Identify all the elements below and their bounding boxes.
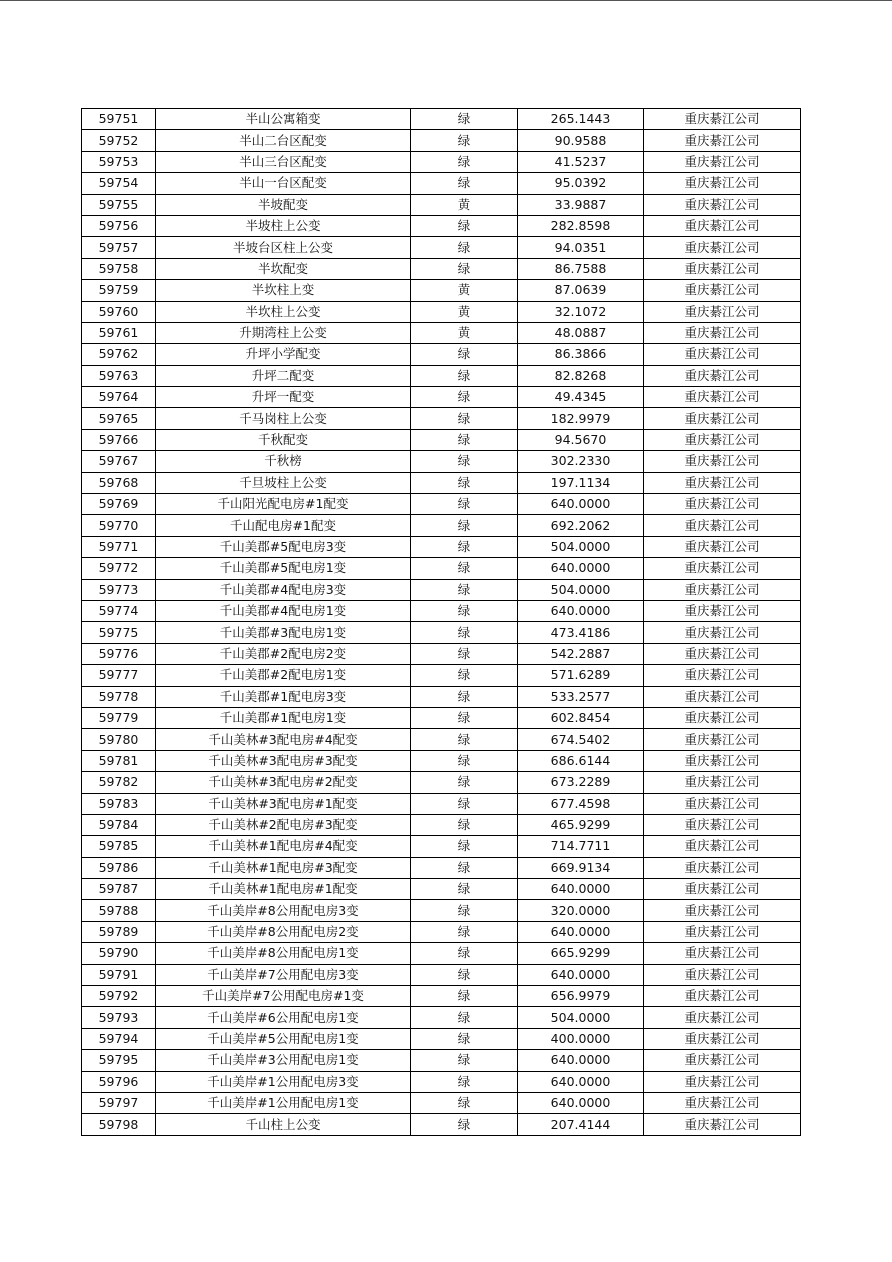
company-cell: 重庆綦江公司 <box>644 857 801 878</box>
status-color-cell: 绿 <box>411 686 518 707</box>
value-cell: 400.0000 <box>518 1028 644 1049</box>
row-id-cell: 59754 <box>82 173 156 194</box>
transformer-name-cell: 半坡配变 <box>156 194 411 215</box>
table-row <box>82 986 801 1007</box>
page-top-border <box>0 0 892 1</box>
value-cell: 32.1072 <box>518 301 644 322</box>
status-color-cell: 绿 <box>411 750 518 771</box>
transformer-name-cell: 升坪一配变 <box>156 387 411 408</box>
company-cell: 重庆綦江公司 <box>644 622 801 643</box>
company-cell: 重庆綦江公司 <box>644 280 801 301</box>
value-cell: 640.0000 <box>518 964 644 985</box>
status-color-cell: 绿 <box>411 408 518 429</box>
transformer-name-cell: 半坎柱上变 <box>156 280 411 301</box>
company-cell: 重庆綦江公司 <box>644 387 801 408</box>
status-color-cell: 黄 <box>411 301 518 322</box>
table-row <box>82 558 801 579</box>
status-color-cell: 绿 <box>411 793 518 814</box>
status-color-cell: 绿 <box>411 665 518 686</box>
row-id-cell: 59756 <box>82 215 156 236</box>
table-row <box>82 622 801 643</box>
row-id-cell: 59780 <box>82 729 156 750</box>
value-cell: 714.7711 <box>518 836 644 857</box>
transformer-name-cell: 千山美林#3配电房#3配变 <box>156 750 411 771</box>
company-cell: 重庆綦江公司 <box>644 173 801 194</box>
table-row <box>82 280 801 301</box>
transformer-name-cell: 千山美郡#1配电房1变 <box>156 707 411 728</box>
table-row <box>82 151 801 172</box>
row-id-cell: 59777 <box>82 665 156 686</box>
transformer-name-cell: 千马岗柱上公变 <box>156 408 411 429</box>
value-cell: 182.9979 <box>518 408 644 429</box>
transformer-name-cell: 千山美林#3配电房#1配变 <box>156 793 411 814</box>
table-row <box>82 1114 801 1135</box>
value-cell: 207.4144 <box>518 1114 644 1135</box>
row-id-cell: 59758 <box>82 258 156 279</box>
row-id-cell: 59797 <box>82 1092 156 1113</box>
table-row <box>82 322 801 343</box>
company-cell: 重庆綦江公司 <box>644 344 801 365</box>
value-cell: 665.9299 <box>518 943 644 964</box>
status-color-cell: 绿 <box>411 215 518 236</box>
company-cell: 重庆綦江公司 <box>644 643 801 664</box>
table-row <box>82 750 801 771</box>
company-cell: 重庆綦江公司 <box>644 109 801 130</box>
transformer-name-cell: 千山美郡#1配电房3变 <box>156 686 411 707</box>
row-id-cell: 59769 <box>82 494 156 515</box>
table-row <box>82 729 801 750</box>
transformer-name-cell: 千山美岸#8公用配电房1变 <box>156 943 411 964</box>
transformer-name-cell: 千秋榜 <box>156 451 411 472</box>
value-cell: 542.2887 <box>518 643 644 664</box>
table-row <box>82 408 801 429</box>
row-id-cell: 59752 <box>82 130 156 151</box>
table-row <box>82 793 801 814</box>
table-row <box>82 344 801 365</box>
value-cell: 656.9979 <box>518 986 644 1007</box>
transformer-name-cell: 千山配电房#1配变 <box>156 515 411 536</box>
company-cell: 重庆綦江公司 <box>644 686 801 707</box>
row-id-cell: 59782 <box>82 772 156 793</box>
value-cell: 640.0000 <box>518 494 644 515</box>
status-color-cell: 绿 <box>411 600 518 621</box>
status-color-cell: 绿 <box>411 472 518 493</box>
table-row <box>82 600 801 621</box>
company-cell: 重庆綦江公司 <box>644 600 801 621</box>
transformer-name-cell: 半坎柱上公变 <box>156 301 411 322</box>
company-cell: 重庆綦江公司 <box>644 472 801 493</box>
status-color-cell: 绿 <box>411 772 518 793</box>
value-cell: 677.4598 <box>518 793 644 814</box>
company-cell: 重庆綦江公司 <box>644 536 801 557</box>
company-cell: 重庆綦江公司 <box>644 1050 801 1071</box>
transformer-name-cell: 千山美林#1配电房#3配变 <box>156 857 411 878</box>
company-cell: 重庆綦江公司 <box>644 814 801 835</box>
value-cell: 504.0000 <box>518 579 644 600</box>
status-color-cell: 绿 <box>411 1028 518 1049</box>
row-id-cell: 59787 <box>82 879 156 900</box>
table-row <box>82 515 801 536</box>
row-id-cell: 59776 <box>82 643 156 664</box>
table-row <box>82 429 801 450</box>
status-color-cell: 绿 <box>411 836 518 857</box>
row-id-cell: 59759 <box>82 280 156 301</box>
value-cell: 282.8598 <box>518 215 644 236</box>
company-cell: 重庆綦江公司 <box>644 237 801 258</box>
transformer-name-cell: 千山美郡#5配电房1变 <box>156 558 411 579</box>
status-color-cell: 黄 <box>411 322 518 343</box>
value-cell: 302.2330 <box>518 451 644 472</box>
transformer-name-cell: 半山三台区配变 <box>156 151 411 172</box>
table-row <box>82 1092 801 1113</box>
table-row <box>82 494 801 515</box>
status-color-cell: 绿 <box>411 622 518 643</box>
value-cell: 673.2289 <box>518 772 644 793</box>
table-row <box>82 109 801 130</box>
transformer-name-cell: 千山美岸#1公用配电房1变 <box>156 1092 411 1113</box>
status-color-cell: 绿 <box>411 964 518 985</box>
value-cell: 197.1134 <box>518 472 644 493</box>
status-color-cell: 黄 <box>411 194 518 215</box>
row-id-cell: 59775 <box>82 622 156 643</box>
company-cell: 重庆綦江公司 <box>644 900 801 921</box>
company-cell: 重庆綦江公司 <box>644 986 801 1007</box>
row-id-cell: 59773 <box>82 579 156 600</box>
company-cell: 重庆綦江公司 <box>644 1028 801 1049</box>
row-id-cell: 59767 <box>82 451 156 472</box>
status-color-cell: 绿 <box>411 558 518 579</box>
table-row <box>82 772 801 793</box>
table-row <box>82 451 801 472</box>
value-cell: 669.9134 <box>518 857 644 878</box>
table-row <box>82 836 801 857</box>
row-id-cell: 59790 <box>82 943 156 964</box>
company-cell: 重庆綦江公司 <box>644 494 801 515</box>
status-color-cell: 绿 <box>411 814 518 835</box>
value-cell: 86.3866 <box>518 344 644 365</box>
transformer-name-cell: 千山美岸#5公用配电房1变 <box>156 1028 411 1049</box>
company-cell: 重庆綦江公司 <box>644 130 801 151</box>
row-id-cell: 59798 <box>82 1114 156 1135</box>
row-id-cell: 59781 <box>82 750 156 771</box>
status-color-cell: 绿 <box>411 536 518 557</box>
status-color-cell: 绿 <box>411 109 518 130</box>
row-id-cell: 59774 <box>82 600 156 621</box>
value-cell: 95.0392 <box>518 173 644 194</box>
table-row <box>82 857 801 878</box>
transformer-name-cell: 半山二台区配变 <box>156 130 411 151</box>
company-cell: 重庆綦江公司 <box>644 558 801 579</box>
transformer-name-cell: 半坡柱上公变 <box>156 215 411 236</box>
transformer-name-cell: 千山美林#2配电房#3配变 <box>156 814 411 835</box>
transformer-name-cell: 千山美岸#6公用配电房1变 <box>156 1007 411 1028</box>
transformer-name-cell: 千山美岸#8公用配电房2变 <box>156 921 411 942</box>
row-id-cell: 59761 <box>82 322 156 343</box>
company-cell: 重庆綦江公司 <box>644 408 801 429</box>
status-color-cell: 绿 <box>411 729 518 750</box>
status-color-cell: 绿 <box>411 921 518 942</box>
value-cell: 640.0000 <box>518 879 644 900</box>
status-color-cell: 绿 <box>411 707 518 728</box>
table-row <box>82 258 801 279</box>
table-row <box>82 536 801 557</box>
row-id-cell: 59765 <box>82 408 156 429</box>
table-row <box>82 194 801 215</box>
status-color-cell: 绿 <box>411 237 518 258</box>
company-cell: 重庆綦江公司 <box>644 879 801 900</box>
status-color-cell: 绿 <box>411 151 518 172</box>
value-cell: 465.9299 <box>518 814 644 835</box>
table-row <box>82 1028 801 1049</box>
transformer-name-cell: 千山阳光配电房#1配变 <box>156 494 411 515</box>
company-cell: 重庆綦江公司 <box>644 1007 801 1028</box>
value-cell: 571.6289 <box>518 665 644 686</box>
status-color-cell: 绿 <box>411 1007 518 1028</box>
row-id-cell: 59753 <box>82 151 156 172</box>
row-id-cell: 59751 <box>82 109 156 130</box>
status-color-cell: 绿 <box>411 857 518 878</box>
status-color-cell: 绿 <box>411 173 518 194</box>
company-cell: 重庆綦江公司 <box>644 1114 801 1135</box>
company-cell: 重庆綦江公司 <box>644 772 801 793</box>
status-color-cell: 绿 <box>411 258 518 279</box>
transformer-name-cell: 千山美郡#4配电房1变 <box>156 600 411 621</box>
status-color-cell: 绿 <box>411 1114 518 1135</box>
row-id-cell: 59778 <box>82 686 156 707</box>
transformer-name-cell: 千旦坡柱上公变 <box>156 472 411 493</box>
company-cell: 重庆綦江公司 <box>644 215 801 236</box>
transformer-name-cell: 升期湾柱上公变 <box>156 322 411 343</box>
company-cell: 重庆綦江公司 <box>644 579 801 600</box>
row-id-cell: 59788 <box>82 900 156 921</box>
table-row <box>82 1071 801 1092</box>
row-id-cell: 59793 <box>82 1007 156 1028</box>
value-cell: 640.0000 <box>518 600 644 621</box>
row-id-cell: 59766 <box>82 429 156 450</box>
table-row <box>82 237 801 258</box>
value-cell: 533.2577 <box>518 686 644 707</box>
company-cell: 重庆綦江公司 <box>644 665 801 686</box>
company-cell: 重庆綦江公司 <box>644 964 801 985</box>
table-row <box>82 814 801 835</box>
table-row <box>82 579 801 600</box>
table-row <box>82 900 801 921</box>
transformer-name-cell: 千山美林#3配电房#4配变 <box>156 729 411 750</box>
value-cell: 640.0000 <box>518 1092 644 1113</box>
value-cell: 640.0000 <box>518 1071 644 1092</box>
company-cell: 重庆綦江公司 <box>644 729 801 750</box>
row-id-cell: 59796 <box>82 1071 156 1092</box>
value-cell: 602.8454 <box>518 707 644 728</box>
value-cell: 82.8268 <box>518 365 644 386</box>
status-color-cell: 绿 <box>411 986 518 1007</box>
table-row <box>82 365 801 386</box>
transformer-name-cell: 千秋配变 <box>156 429 411 450</box>
table-row <box>82 301 801 322</box>
row-id-cell: 59791 <box>82 964 156 985</box>
status-color-cell: 绿 <box>411 387 518 408</box>
value-cell: 90.9588 <box>518 130 644 151</box>
value-cell: 86.7588 <box>518 258 644 279</box>
status-color-cell: 绿 <box>411 1050 518 1071</box>
transformer-name-cell: 千山美郡#3配电房1变 <box>156 622 411 643</box>
status-color-cell: 黄 <box>411 280 518 301</box>
row-id-cell: 59760 <box>82 301 156 322</box>
transformer-name-cell: 千山美郡#2配电房2变 <box>156 643 411 664</box>
status-color-cell: 绿 <box>411 494 518 515</box>
row-id-cell: 59763 <box>82 365 156 386</box>
table-row <box>82 643 801 664</box>
company-cell: 重庆綦江公司 <box>644 793 801 814</box>
transformer-name-cell: 半坡台区柱上公变 <box>156 237 411 258</box>
row-id-cell: 59784 <box>82 814 156 835</box>
table-row <box>82 921 801 942</box>
transformer-name-cell: 半山公寓箱变 <box>156 109 411 130</box>
transformer-name-cell: 千山美郡#5配电房3变 <box>156 536 411 557</box>
company-cell: 重庆綦江公司 <box>644 301 801 322</box>
value-cell: 640.0000 <box>518 1050 644 1071</box>
company-cell: 重庆綦江公司 <box>644 707 801 728</box>
row-id-cell: 59789 <box>82 921 156 942</box>
transformer-name-cell: 千山美林#1配电房#4配变 <box>156 836 411 857</box>
status-color-cell: 绿 <box>411 1071 518 1092</box>
row-id-cell: 59792 <box>82 986 156 1007</box>
company-cell: 重庆綦江公司 <box>644 515 801 536</box>
transformer-name-cell: 千山美林#1配电房#1配变 <box>156 879 411 900</box>
row-id-cell: 59786 <box>82 857 156 878</box>
row-id-cell: 59764 <box>82 387 156 408</box>
table-row <box>82 472 801 493</box>
company-cell: 重庆綦江公司 <box>644 1092 801 1113</box>
transformer-name-cell: 半山一台区配变 <box>156 173 411 194</box>
row-id-cell: 59772 <box>82 558 156 579</box>
company-cell: 重庆綦江公司 <box>644 943 801 964</box>
row-id-cell: 59762 <box>82 344 156 365</box>
value-cell: 692.2062 <box>518 515 644 536</box>
value-cell: 49.4345 <box>518 387 644 408</box>
table-row <box>82 943 801 964</box>
table-row <box>82 173 801 194</box>
transformer-name-cell: 千山美郡#4配电房3变 <box>156 579 411 600</box>
status-color-cell: 绿 <box>411 130 518 151</box>
table-row <box>82 387 801 408</box>
transformer-name-cell: 升坪小学配变 <box>156 344 411 365</box>
row-id-cell: 59779 <box>82 707 156 728</box>
value-cell: 87.0639 <box>518 280 644 301</box>
transformer-name-cell: 千山美岸#3公用配电房1变 <box>156 1050 411 1071</box>
status-color-cell: 绿 <box>411 365 518 386</box>
transformer-name-cell: 半坎配变 <box>156 258 411 279</box>
value-cell: 265.1443 <box>518 109 644 130</box>
status-color-cell: 绿 <box>411 451 518 472</box>
status-color-cell: 绿 <box>411 344 518 365</box>
value-cell: 640.0000 <box>518 558 644 579</box>
value-cell: 473.4186 <box>518 622 644 643</box>
company-cell: 重庆綦江公司 <box>644 194 801 215</box>
transformer-name-cell: 千山美林#3配电房#2配变 <box>156 772 411 793</box>
status-color-cell: 绿 <box>411 879 518 900</box>
value-cell: 504.0000 <box>518 1007 644 1028</box>
value-cell: 48.0887 <box>518 322 644 343</box>
value-cell: 504.0000 <box>518 536 644 557</box>
transformer-name-cell: 升坪二配变 <box>156 365 411 386</box>
table-row <box>82 964 801 985</box>
row-id-cell: 59770 <box>82 515 156 536</box>
table-row <box>82 879 801 900</box>
company-cell: 重庆綦江公司 <box>644 258 801 279</box>
table-row <box>82 1007 801 1028</box>
table-row <box>82 1050 801 1071</box>
row-id-cell: 59771 <box>82 536 156 557</box>
table-row <box>82 130 801 151</box>
value-cell: 640.0000 <box>518 921 644 942</box>
table-body <box>82 109 801 1136</box>
row-id-cell: 59768 <box>82 472 156 493</box>
status-color-cell: 绿 <box>411 579 518 600</box>
table-row <box>82 215 801 236</box>
status-color-cell: 绿 <box>411 643 518 664</box>
transformer-name-cell: 千山美岸#7公用配电房3变 <box>156 964 411 985</box>
company-cell: 重庆綦江公司 <box>644 322 801 343</box>
row-id-cell: 59794 <box>82 1028 156 1049</box>
company-cell: 重庆綦江公司 <box>644 921 801 942</box>
value-cell: 686.6144 <box>518 750 644 771</box>
company-cell: 重庆綦江公司 <box>644 151 801 172</box>
value-cell: 94.5670 <box>518 429 644 450</box>
transformer-name-cell: 千山柱上公变 <box>156 1114 411 1135</box>
status-color-cell: 绿 <box>411 1092 518 1113</box>
value-cell: 94.0351 <box>518 237 644 258</box>
table-row <box>82 665 801 686</box>
row-id-cell: 59757 <box>82 237 156 258</box>
table-row <box>82 707 801 728</box>
row-id-cell: 59785 <box>82 836 156 857</box>
company-cell: 重庆綦江公司 <box>644 451 801 472</box>
transformer-name-cell: 千山美岸#7公用配电房#1变 <box>156 986 411 1007</box>
row-id-cell: 59795 <box>82 1050 156 1071</box>
transformer-name-cell: 千山美岸#1公用配电房3变 <box>156 1071 411 1092</box>
transformer-name-cell: 千山美岸#8公用配电房3变 <box>156 900 411 921</box>
status-color-cell: 绿 <box>411 429 518 450</box>
company-cell: 重庆綦江公司 <box>644 1071 801 1092</box>
status-color-cell: 绿 <box>411 943 518 964</box>
value-cell: 33.9887 <box>518 194 644 215</box>
company-cell: 重庆綦江公司 <box>644 429 801 450</box>
table-row <box>82 686 801 707</box>
row-id-cell: 59755 <box>82 194 156 215</box>
company-cell: 重庆綦江公司 <box>644 750 801 771</box>
company-cell: 重庆綦江公司 <box>644 836 801 857</box>
value-cell: 41.5237 <box>518 151 644 172</box>
value-cell: 320.0000 <box>518 900 644 921</box>
transformer-name-cell: 千山美郡#2配电房1变 <box>156 665 411 686</box>
status-color-cell: 绿 <box>411 900 518 921</box>
row-id-cell: 59783 <box>82 793 156 814</box>
status-color-cell: 绿 <box>411 515 518 536</box>
company-cell: 重庆綦江公司 <box>644 365 801 386</box>
transformer-table <box>81 108 801 1136</box>
value-cell: 674.5402 <box>518 729 644 750</box>
